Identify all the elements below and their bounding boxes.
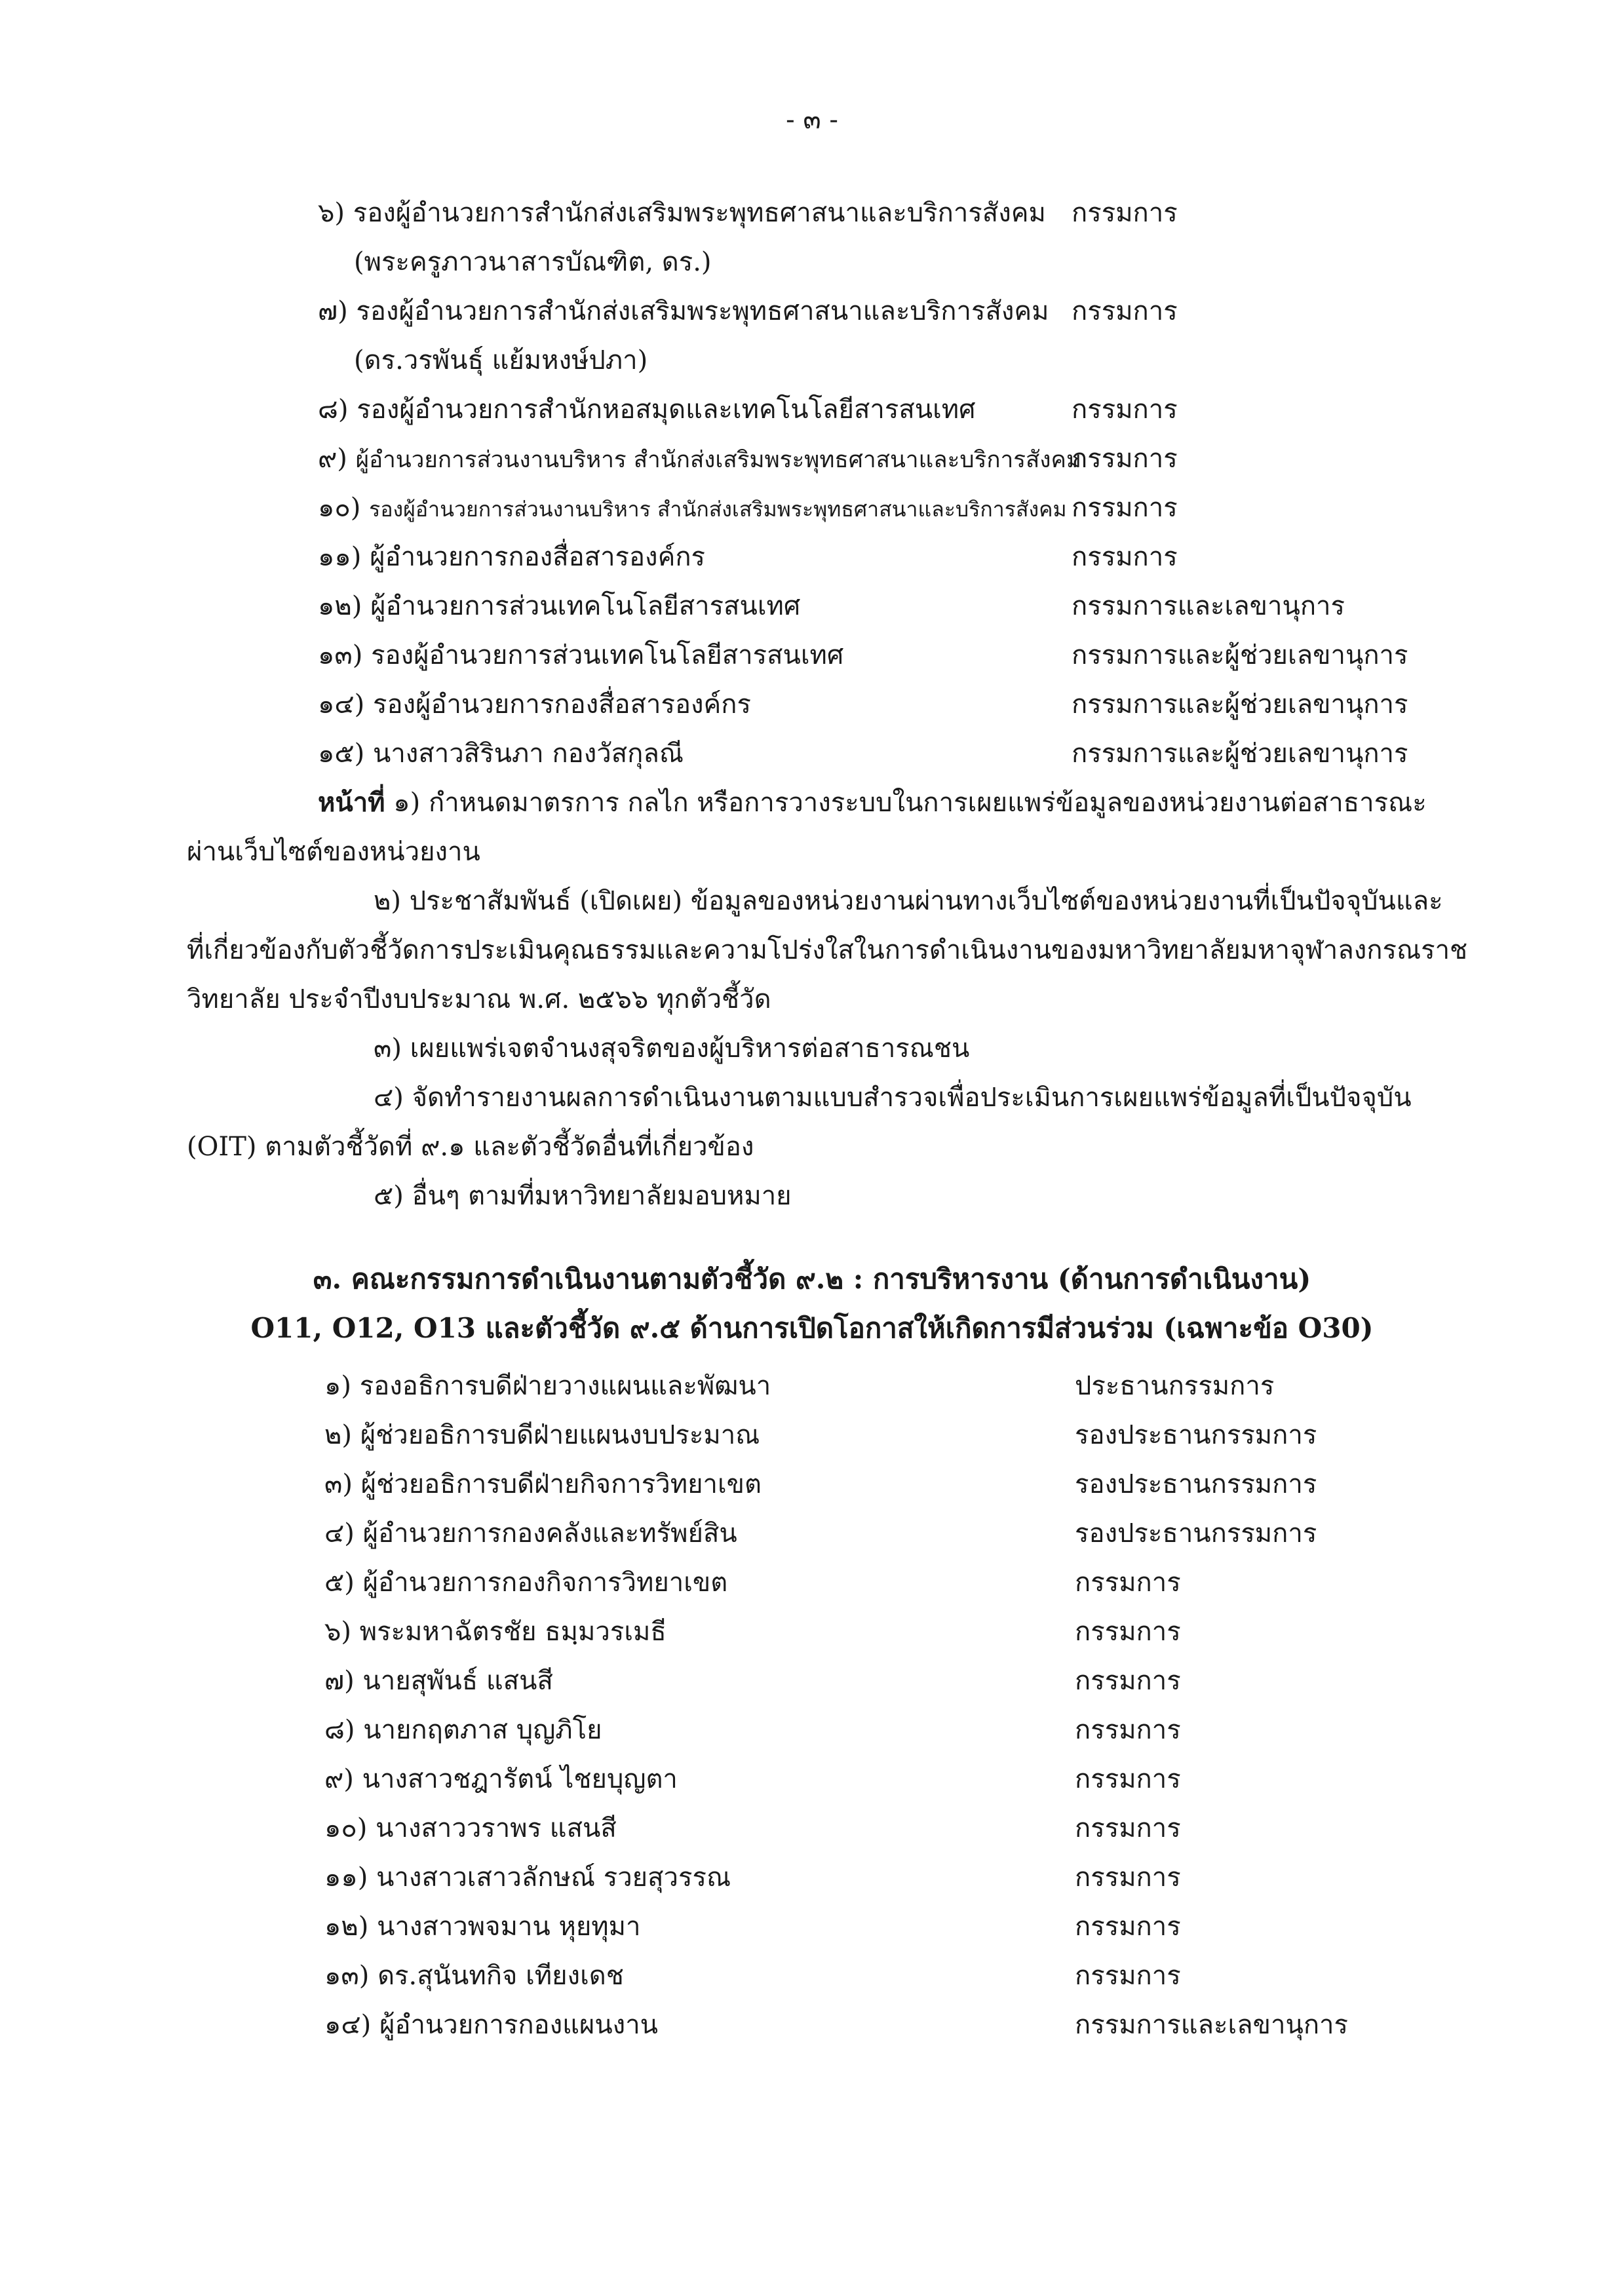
member-role: กรรมการ bbox=[1075, 1813, 1181, 1843]
member-name: ผู้อำนวยการส่วนงานบริหาร สำนักส่งเสริมพระพุทธศาสนาและบริการสังคม bbox=[355, 447, 1081, 473]
member-number: ๘) bbox=[318, 395, 349, 425]
member-number: ๑๐) bbox=[318, 493, 361, 523]
member-role: ประธานกรรมการ bbox=[1075, 1371, 1275, 1401]
member-number: ๕) bbox=[324, 1568, 355, 1598]
member-name: ผู้อำนวยการกองคลังและทรัพย์สิน bbox=[362, 1518, 737, 1549]
member-row bbox=[318, 587, 1345, 626]
member-name: รองผู้อำนวยการส่วนเทคโนโลยีสารสนเทศ bbox=[371, 640, 844, 670]
member-name: รองอธิการบดีฝ่ายวางแผนและพัฒนา bbox=[359, 1371, 771, 1401]
member-number: ๒) bbox=[324, 1420, 352, 1450]
section-heading-line-2: O11, O12, O13 และตัวชี้วัด ๙.๕ ด้านการเปิดโอกาสให้เกิดการมีส่วนร่วม (เฉพาะข้อ O30) bbox=[250, 1312, 1374, 1344]
duty-1-line-2: ผ่านเว็บไซต์ของหน่วยงาน bbox=[187, 837, 480, 867]
member-name: พระมหาฉัตรชัย ธมฺมวรเมธี bbox=[359, 1617, 667, 1647]
member-number: ๑๔) bbox=[324, 2010, 372, 2040]
member-name: ผู้ช่วยอธิการบดีฝ่ายกิจการวิทยาเขต bbox=[360, 1469, 762, 1499]
member-role: รองประธานกรรมการ bbox=[1075, 1469, 1317, 1499]
member-name: นางสาวสิรินภา กองวัสกุลณี bbox=[373, 739, 684, 769]
member-row bbox=[324, 1612, 1181, 1651]
member-number: ๔) bbox=[324, 1518, 355, 1549]
duty-1-line-1 bbox=[318, 783, 1427, 822]
duty-text: ๑) กำหนดมาตรการ กลไก หรือการวางระบบในการเผยแพร่ข้อมูลของหน่วยงานต่อสาธารณะ bbox=[393, 788, 1427, 818]
member-role: กรรมการ bbox=[1075, 1961, 1181, 1991]
member-number: ๓) bbox=[324, 1469, 353, 1499]
member-role: กรรมการ bbox=[1075, 1862, 1181, 1893]
member-number: ๗) bbox=[324, 1666, 355, 1696]
member-number: ๑๓) bbox=[324, 1961, 370, 1991]
member-role: กรรมการ bbox=[1072, 542, 1178, 572]
member-name: นางสาววราพร แสนสี bbox=[376, 1813, 617, 1843]
member-role: รองประธานกรรมการ bbox=[1075, 1420, 1317, 1450]
member-name: รองผู้อำนวยการกองสื่อสารองค์กร bbox=[373, 689, 751, 720]
member-row bbox=[324, 1416, 1317, 1455]
member-role: กรรมการและผู้ช่วยเลขานุการ bbox=[1072, 689, 1408, 720]
member-row bbox=[324, 1809, 1181, 1848]
member-row bbox=[324, 1514, 1317, 1553]
member-number: ๑๑) bbox=[324, 1862, 368, 1893]
member-role: กรรมการ bbox=[1075, 1764, 1181, 1794]
member-name: ผู้อำนวยการกองแผนงาน bbox=[379, 2010, 658, 2040]
member-number: ๘) bbox=[324, 1715, 355, 1745]
member-number: ๖) bbox=[318, 198, 345, 228]
duty-2-line-2: ที่เกี่ยวข้องกับตัวชี้วัดการประเมินคุณธรรมและความโปร่งใสในการดำเนินงานของมหาวิทยาลัยมหาจุฬาลงกรณราช bbox=[187, 935, 1468, 965]
member-name: นายกฤตภาส บุญภิโย bbox=[363, 1715, 602, 1745]
member-name: นางสาวเสาวลักษณ์ รวยสุวรรณ bbox=[376, 1862, 731, 1893]
member-role: กรรมการและผู้ช่วยเลขานุการ bbox=[1072, 739, 1408, 769]
member-subname: (ดร.วรพันธุ์ แย้มหงษ์ปภา) bbox=[354, 345, 648, 376]
member-row bbox=[324, 1366, 1275, 1406]
member-row bbox=[318, 390, 1178, 429]
member-row bbox=[324, 1907, 1181, 1946]
member-name: ผู้ช่วยอธิการบดีฝ่ายแผนงบประมาณ bbox=[360, 1420, 760, 1450]
member-name: นายสุพันธ์ แสนสี bbox=[362, 1666, 553, 1696]
member-role: กรรมการ bbox=[1072, 493, 1178, 523]
member-name: ผู้อำนวยการส่วนเทคโนโลยีสารสนเทศ bbox=[370, 591, 801, 621]
member-row bbox=[324, 1563, 1181, 1602]
member-number: ๑๑) bbox=[318, 542, 362, 572]
member-role: กรรมการ bbox=[1075, 1617, 1181, 1647]
member-name: รองผู้อำนวยการสำนักส่งเสริมพระพุทธศาสนาและบริการสังคม bbox=[356, 296, 1049, 326]
member-number: ๖) bbox=[324, 1617, 351, 1647]
member-name: นางสาวชฎารัตน์ ไชยบุญตา bbox=[362, 1764, 678, 1794]
member-name: นางสาวพจมาน หุยทุมา bbox=[377, 1912, 641, 1942]
member-name: ผู้อำนวยการกองกิจการวิทยาเขต bbox=[362, 1568, 728, 1598]
member-row bbox=[324, 1760, 1181, 1799]
member-row bbox=[324, 1661, 1181, 1701]
member-row bbox=[324, 1465, 1317, 1504]
page-number: - ๓ - bbox=[786, 105, 838, 135]
member-row bbox=[324, 1710, 1181, 1750]
member-row bbox=[318, 193, 1178, 233]
member-role: กรรมการ bbox=[1075, 1912, 1181, 1942]
member-number: ๑๐) bbox=[324, 1813, 368, 1843]
section-heading-line-1: ๓. คณะกรรมการดำเนินงานตามตัวชี้วัด ๙.๒ : การบริหารงาน (ด้านการดำเนินงาน) bbox=[313, 1263, 1311, 1295]
member-row bbox=[324, 1956, 1181, 1995]
member-role: กรรมการและผู้ช่วยเลขานุการ bbox=[1072, 640, 1408, 670]
member-subname: (พระครูภาวนาสารบัณฑิต, ดร.) bbox=[354, 247, 712, 277]
member-number: ๑๓) bbox=[318, 640, 363, 670]
member-number: ๗) bbox=[318, 296, 348, 326]
member-name: รองผู้อำนวยการส่วนงานบริหาร สำนักส่งเสริมพระพุทธศาสนาและบริการสังคม bbox=[369, 497, 1067, 522]
member-number: ๙) bbox=[318, 444, 347, 474]
member-number: ๑๒) bbox=[324, 1912, 369, 1942]
member-name: ผู้อำนวยการกองสื่อสารองค์กร bbox=[370, 542, 706, 572]
duty-4-line-1: ๔) จัดทำรายงานผลการดำเนินงานตามแบบสำรวจเพื่อประเมินการเผยแพร่ข้อมูลที่เป็นปัจจุบัน bbox=[374, 1083, 1412, 1113]
duty-3: ๓) เผยแพร่เจตจำนงสุจริตของผู้บริหารต่อสาธารณชน bbox=[374, 1033, 970, 1064]
member-row bbox=[318, 537, 1178, 577]
member-number: ๙) bbox=[324, 1764, 354, 1794]
member-role: กรรมการ bbox=[1075, 1715, 1181, 1745]
member-name: รองผู้อำนวยการสำนักหอสมุดและเทคโนโลยีสารสนเทศ bbox=[357, 395, 976, 425]
member-row bbox=[318, 292, 1178, 331]
member-row bbox=[324, 2005, 1348, 2045]
member-role: รองประธานกรรมการ bbox=[1075, 1518, 1317, 1549]
member-role: กรรมการ bbox=[1075, 1666, 1181, 1696]
member-role: กรรมการ bbox=[1072, 444, 1178, 474]
member-row bbox=[324, 1858, 1181, 1897]
duty-5: ๕) อื่นๆ ตามที่มหาวิทยาลัยมอบหมาย bbox=[374, 1181, 792, 1211]
duties-label: หน้าที่ bbox=[318, 787, 385, 818]
member-row bbox=[318, 636, 1408, 675]
member-row bbox=[318, 685, 1408, 724]
duty-4-line-2: (OIT) ตามตัวชี้วัดที่ ๙.๑ และตัวชี้วัดอื่นที่เกี่ยวข้อง bbox=[187, 1132, 754, 1162]
member-role: กรรมการ bbox=[1072, 296, 1178, 326]
member-name: รองผู้อำนวยการสำนักส่งเสริมพระพุทธศาสนาและบริการสังคม bbox=[353, 198, 1046, 228]
duty-2-line-1: ๒) ประชาสัมพันธ์ (เปิดเผย) ข้อมูลของหน่วยงานผ่านทางเว็บไซต์ของหน่วยงานที่เป็นปัจจุบันและ bbox=[374, 886, 1443, 916]
member-role: กรรมการ bbox=[1072, 395, 1178, 425]
member-number: ๑๒) bbox=[318, 591, 362, 621]
member-row bbox=[318, 488, 1178, 528]
member-name: ดร.สุนันทกิจ เทียงเดช bbox=[377, 1961, 624, 1991]
member-number: ๑๕) bbox=[318, 739, 365, 769]
member-number: ๑) bbox=[324, 1371, 351, 1401]
member-number: ๑๔) bbox=[318, 689, 365, 720]
member-row bbox=[318, 734, 1408, 773]
member-role: กรรมการและเลขานุการ bbox=[1075, 2010, 1348, 2040]
member-role: กรรมการ bbox=[1072, 198, 1178, 228]
member-role: กรรมการและเลขานุการ bbox=[1072, 591, 1345, 621]
member-role: กรรมการ bbox=[1075, 1568, 1181, 1598]
member-row bbox=[318, 439, 1178, 478]
duty-2-line-3: วิทยาลัย ประจำปีงบประมาณ พ.ศ. ๒๕๖๖ ทุกตัวชี้วัด bbox=[187, 984, 771, 1014]
